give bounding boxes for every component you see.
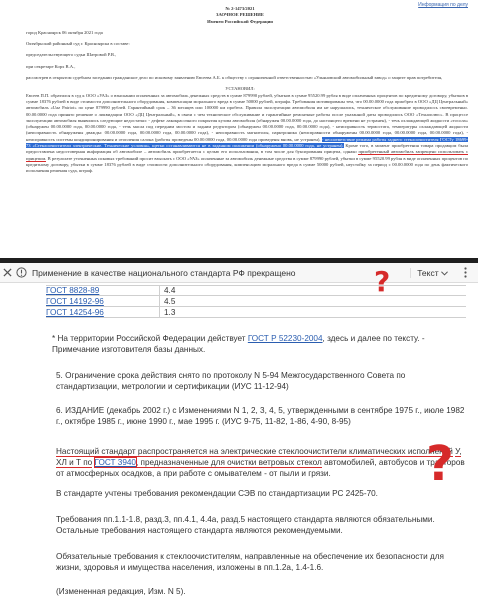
gost-reference-table [46, 285, 466, 318]
sev-paragraph: В стандарте учтены требования рекомендации СЭВ по стандартизации РС 2425-70. [56, 489, 378, 498]
body-part-2: Кроме того, в момент приобретения товара продавцом была предоставлена недостоверная информация об автомобиле – автомобиль приобретается с целью его использования, в том числе для буксирования прицепа, однако [26, 143, 469, 155]
view-mode-select[interactable] [410, 268, 454, 278]
amendment-note: (Измененная редакция, Изм. N 5). [56, 587, 186, 596]
chevron-down-icon [441, 271, 448, 276]
more-options-icon[interactable] [458, 266, 472, 280]
court-name: Октябрьский районный суд г. Красноярска в составе: [26, 41, 130, 47]
paragraph-5: 5. Ограничение срока действия снято по протоколу N 5-94 Межгосударственного Совета по стандартизации, метрологии и сертификации (ИУС 11-12-94) [56, 371, 406, 391]
decision-subtitle: Именем Российской Федерации [207, 18, 273, 24]
decision-body [12, 93, 468, 175]
warning-icon [14, 266, 28, 280]
body-part-3: В результате уточненных исковых требований просит взыскать с ООО «УАЗ» оплаченные за автомобиль денежные средства в сумме 879990 рублей, убытки в сумме 95520.99 рубля в виде оплаченных процентов по кредитному договору, убытки в сумме 18376 рублей в виде стоимости дополнительного оборудования, компенсацию морального вреда в сумме 50000 рублей, неустойку за период с 00.00.0000 года по день фактического исполнения решения суда, штраф. [26, 155, 468, 174]
notice-toolbar [0, 263, 478, 283]
mandatory-paragraph: Обязательные требования к стеклоочистителям, направленные на обеспечение их безопасности для жизни, здоровья и имущества населения, изложены в пп.1.2а, 1.4-1.6. [56, 552, 444, 572]
gost-link[interactable]: ГОСТ 8828-89 [46, 286, 100, 295]
footnote-suffix: , здесь и далее по тексту. - Примечание изготовителя базы данных. [52, 334, 425, 354]
table-row [46, 307, 466, 318]
table-row [46, 296, 466, 307]
case-info-link[interactable]: Информация по делу [418, 2, 468, 8]
red-question-mark-large: ? [426, 436, 454, 492]
close-icon[interactable] [0, 266, 14, 280]
footnote [46, 333, 466, 355]
footnote-text: * На территории Российской Федерации действует [52, 334, 246, 343]
court-decision-document [0, 0, 478, 258]
judge-name: председательствующего судьи Шатровой Р.В., [26, 52, 117, 58]
secretary-name: при секретаре Корх В.А., [26, 63, 76, 69]
case-considered: рассмотрев в открытом судебном заседании гражданское дело по исковому заявлению Евсеева А.Б. к обществу с ограниченной ответственностью «Ульяновский автомобильный завод» о защите прав потребителя, [26, 75, 443, 81]
clause-number: 1.3 [159, 307, 239, 318]
paragraph-6: 6. ИЗДАНИЕ (декабрь 2002 г.) с Изменениями N 1, 2, 3, 4, 5, утвержденными в сентябре 1975 г., июле 1982 г., октябре 1985 г., июне 1990 г., мае 1995 г. (ИУС 9-75, 11-82, 1-86, 4-90, 8-95) [56, 406, 465, 426]
gost-3940-link[interactable]: ГОСТ 3940 [94, 458, 136, 467]
scope-underlined: Настоящий стандарт распространяется на электрические стеклоочистители климатических исполнений [56, 447, 453, 456]
gost-link[interactable]: ГОСТ 14192-96 [46, 296, 104, 306]
gost-link[interactable]: ГОСТ 14254-96 [46, 307, 104, 317]
body-part-1: Евсеев П.П. обратился в суд к ООО «УАЗ» о взыскании оплаченных за автомобиль денежных средств в сумме 879990 рублей, убытков в сумме 95520.99 рубля в виде оплаченных процентов по кредитному договору, убытков в сумме 18376 рублей в виде стоимости дополнительного оборудования, компенсации морального вреда в сумме 50000 рублей, штрафа. Требования мотивированы тем, что 00.00.0000 года приобрел в ООО «ДЦ Центральный» автомобиль «Uaz Patriot» по цене 879990 рублей. Гарантийный срок – 36 месяцев или 100000 км пробега. Правила эксплуатации автомобиля им не нарушались, техническое обслуживание проводилось своевременно. 00.00.0000 года принято решение о ликвидации ООО «ДЦ Центральный», в связи с чем техническое обслуживание и гарантийные ремонтные работы после указанной даты проводились ООО «Техноплюс». В процессе эксплуатации автомобиля выявились следующие недостатки: - дефект лакокрасочного покрытия кузова автомобиля (обнаружен 00.00.0000 года, до настоящего времени не устранен), - течь охлаждающей жидкости «тосола» (обнаружен 00.00.0000 года, 00.00.0000 года, - течь масла под передним мостом и задним редуктором (обнаружен 00.00.0000 года, 00.00.0000 года), - неисправность термостата, температуры охлаждающей жидкости (неисправность обнаружены дважды: 00.00.0000 года, 00.00.0000 года, 00.00.0000 года), - неисправность магнитолы, парктроника (неисправности обнаружены 00.00.0000 года, 00.00.0000 года, 00.00.0000 года), - неисправность системы кондиционирования и отопления салона (работы проведены 00.00.0000 года, 00.00.0000 года проведены вновь, не устранен), [26, 92, 468, 142]
scope-windshield: , предназначенные для очистки ветровых стекол [136, 458, 322, 467]
highlighted-claim: - несоответствие режима работы заднего стеклоочистителя ГОСТу 18699-73 «Стеклоочистители электрические. Технические условия», щетки останавливаются не в заданном положении (обнаружено 00.00.0000 года, не устранен). [26, 136, 468, 149]
clause-number: 4.5 [159, 296, 239, 307]
view-mode-label: Текст [417, 267, 439, 278]
established-heading: УСТАНОВИЛ: [225, 86, 255, 92]
red-question-mark: ? [374, 265, 391, 298]
scope-rest: автомобилей, автобусов и тракторов от атмосферных осадков, а при работе с омывателем - от пыли и грязи. [56, 458, 465, 478]
clause-number: 4.4 [159, 285, 239, 296]
scope-paragraph [46, 446, 466, 479]
underlined-claim: приобретенный автомобиль запрещено использовать с прицепом. [26, 149, 468, 161]
case-number: № 2-1473/2021 [225, 6, 255, 11]
standard-document [0, 284, 478, 600]
decision-title: ЗАОЧНОЕ РЕШЕНИЕ [216, 12, 264, 18]
place-date: город Красноярск 06 октября 2021 года [26, 29, 103, 35]
notice-text: Применение в качестве национального стандарта РФ прекращено [32, 267, 296, 278]
requirements-paragraph: Требования пп.1.1-1.8, разд.3, пп.4.1, 4.4а, разд.5 настоящего стандарта являются обязательными. Остальные требования настоящего стандарта являются рекомендуемыми. [56, 515, 435, 535]
gost-r-link[interactable]: ГОСТ Р 52230-2004 [247, 334, 323, 343]
table-row [46, 285, 466, 296]
scope-climate: У, ХЛ и Т по [56, 447, 462, 467]
